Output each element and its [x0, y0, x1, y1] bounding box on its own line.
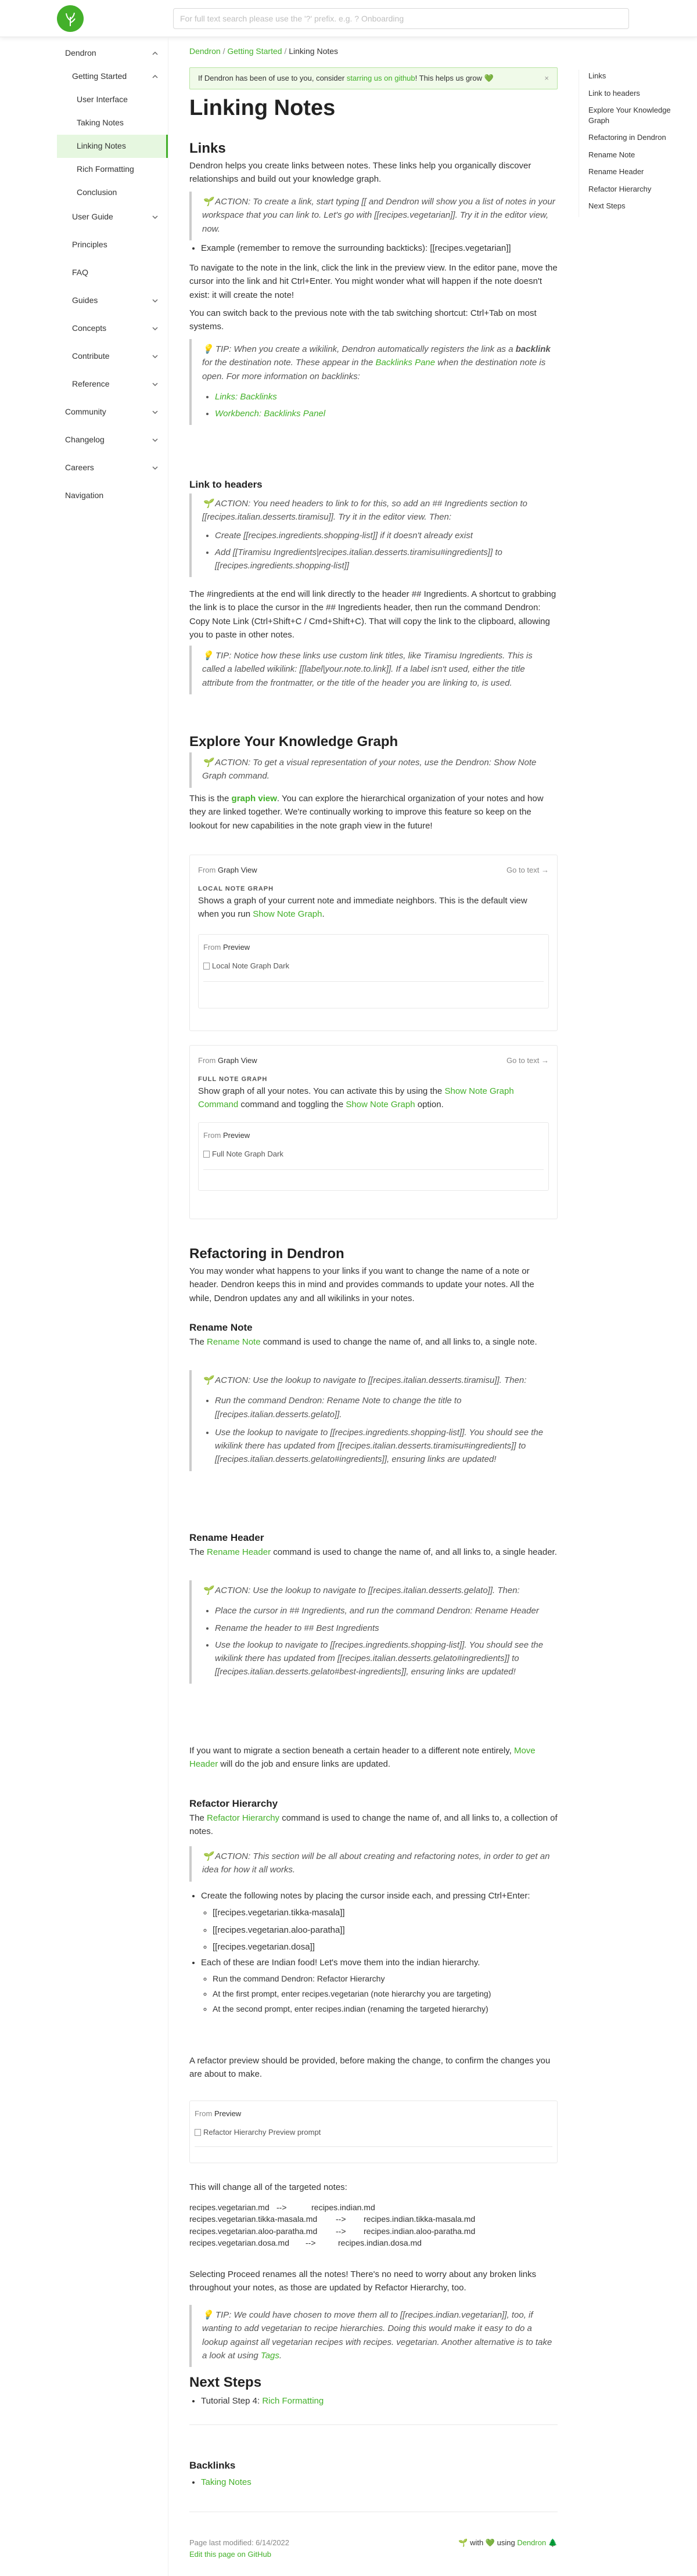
- chevron-down-icon[interactable]: [150, 352, 160, 361]
- refactor-table: [189, 2202, 558, 2249]
- preview-box: [198, 934, 549, 1008]
- text: The: [189, 1337, 207, 1347]
- sidebar: [57, 37, 168, 2576]
- last-modified: Page last modified: 6/14/2022: [189, 2538, 290, 2547]
- tip-callout: [189, 339, 558, 425]
- broken-image: [203, 960, 544, 972]
- show-note-graph-link[interactable]: Show Note Graph: [346, 1100, 415, 1110]
- go-to-text-link[interactable]: Go to text →: [506, 1056, 549, 1065]
- text: From: [203, 1130, 223, 1140]
- text: Show graph of all your notes. You can activate this by using the: [198, 1086, 445, 1097]
- paragraph: To navigate to the note in the link, click the link in the preview view. In the editor pane, move the cursor into the link and hit Ctrl+Enter. You might wonder what will happen if the note doesn't exist: it will create the note!: [189, 263, 558, 300]
- site-header: [0, 0, 697, 37]
- card-description: [198, 894, 549, 921]
- list-item: [201, 1956, 569, 2015]
- table-row: [189, 2202, 558, 2213]
- callout-text: 🌱 ACTION: This section will be all about creating and refactoring notes, in order to get an idea for how it all works.: [202, 1851, 550, 1875]
- text: command is used to change the name of, and all links to, a collection of notes.: [189, 1813, 558, 1837]
- sidebar-item-conclusion[interactable]: [57, 181, 168, 204]
- text: The: [189, 1547, 207, 1557]
- toc-item-rename-note[interactable]: Rename Note: [588, 150, 635, 159]
- list-item: ◦ Run the command Dendron: Refactor Hierarchy: [213, 1973, 569, 1986]
- sidebar-label: Principles: [72, 240, 107, 250]
- move-header-link[interactable]: Move Header: [189, 1746, 536, 1770]
- links-backlinks-link[interactable]: Links: Backlinks: [215, 391, 277, 402]
- breadcrumb-getting-started[interactable]: Getting Started: [227, 46, 282, 56]
- image-icon: [195, 2129, 201, 2136]
- cell: recipes.vegetarian.md: [189, 2203, 270, 2212]
- callout-text: 💡 TIP: Notice how these links use custom link titles, like Tiramisu Ingredients. This is called a labelled wikilink: [[label|your.note.to.link]]. If a label isn't used, either the title attribute from the frontmatter, or the title of the header you are linking to, is used.: [202, 651, 533, 688]
- list-item: • Example (remember to remove the surrounding backticks): [[recipes.vegetarian]]: [201, 242, 569, 255]
- callout-bold: backlink: [515, 344, 551, 354]
- sidebar-item-linking-notes[interactable]: [57, 135, 168, 158]
- card-caption: LOCAL NOTE GRAPH: [198, 885, 274, 893]
- chevron-down-icon[interactable]: [150, 296, 160, 305]
- toc-item-explore-graph[interactable]: Explore Your Knowledge Graph: [588, 106, 671, 125]
- paragraph: You may wonder what happens to your links if you want to change the name of a note or header. Dendron keeps this in mind and provides commands to update your notes. All the while, Dendron updates any and all wikilinks in your notes.: [189, 1266, 534, 1303]
- text: From: [195, 2109, 214, 2118]
- sidebar-item-guides[interactable]: [57, 289, 168, 312]
- preview-box: [198, 1122, 549, 1191]
- sidebar-item-contribute[interactable]: [57, 345, 168, 368]
- toc-item-links[interactable]: Links: [588, 71, 606, 80]
- edit-on-github-link[interactable]: Edit this page on GitHub: [189, 2550, 271, 2559]
- callout-text: for the destination note. These appear in the: [202, 358, 376, 368]
- sidebar-label: Getting Started: [72, 71, 127, 81]
- image-alt: Full Note Graph Dark: [212, 1149, 283, 1158]
- list-item: • Run the command Dendron: Rename Note to change the title to [[recipes.italian.desserts.gelato]].: [215, 1394, 558, 1421]
- text: If you want to migrate a section beneath a certain header to a different note entirely,: [189, 1746, 514, 1756]
- card-description: [198, 1085, 549, 1112]
- text: Create the following notes by placing the cursor inside each, and pressing Ctrl+Enter:: [201, 1891, 530, 1901]
- preview-label: Preview: [214, 2109, 242, 2118]
- list-item: • Rename the header to ## Best Ingredients: [215, 1622, 558, 1635]
- text: will do the job and ensure links are updated.: [218, 1759, 391, 1770]
- paragraph: Dendron helps you create links between notes. These links help you organically discover relationships and build out your knowledge graph.: [189, 161, 531, 185]
- toc-item-refactoring[interactable]: Refactoring in Dendron: [588, 133, 666, 142]
- table-of-contents: [579, 70, 683, 217]
- cell: recipes.indian.aloo-paratha.md: [364, 2226, 476, 2236]
- cell: recipes.indian.dosa.md: [338, 2238, 422, 2247]
- sidebar-item-faq[interactable]: [57, 261, 168, 284]
- text: Shows a graph of your current note and immediate neighbors. This is the default view when you run: [198, 896, 527, 920]
- text: . You can explore the hierarchical organization of your notes and how they are linked together. We're continually working to improve this feature so keep on the lookout for new capabilities in the note graph view in the future!: [189, 794, 544, 831]
- taking-notes-backlink[interactable]: Taking Notes: [201, 2477, 252, 2487]
- made-with: [458, 2537, 558, 2549]
- callout-text: 🌱 ACTION: To get a visual representation of your notes, use the Dendron: Show Note Graph command.: [202, 758, 537, 781]
- sidebar-item-reference[interactable]: [57, 373, 168, 396]
- heading-refactoring: Refactoring in Dendron: [189, 1246, 344, 1262]
- paragraph: This will change all of the targeted notes:: [189, 2182, 347, 2192]
- card-source: Graph View: [217, 1056, 257, 1065]
- list-item: ◦ At the first prompt, enter recipes.vegetarian (note hierarchy you are targeting): [213, 1988, 569, 2001]
- breadcrumb-dendron[interactable]: Dendron: [189, 46, 221, 56]
- paragraph: [189, 1335, 558, 1349]
- text: Each of these are Indian food! Let's move them into the indian hierarchy.: [201, 1958, 480, 1968]
- close-icon[interactable]: ×: [544, 74, 549, 82]
- list-item: [201, 2394, 569, 2408]
- action-callout: [189, 192, 558, 240]
- list: [201, 1889, 569, 2017]
- list-item: • Use the lookup to navigate to [[recipes.ingredients.shopping-list]]. You should see the wikilink there has updated from [[recipes.italian.desserts.gelato#ingredients]] to [[recipes.italian.desserts.gelato#best-ingredients]], ensuring links are updated!: [215, 1638, 558, 1679]
- rich-formatting-link[interactable]: Rich Formatting: [262, 2396, 324, 2406]
- chevron-up-icon[interactable]: [150, 72, 160, 81]
- heading-next-steps: Next Steps: [189, 2375, 262, 2390]
- action-callout: [189, 1846, 558, 1882]
- image-icon: [203, 963, 210, 970]
- paragraph: A refactor preview should be provided, before making the change, to confirm the changes you are about to make.: [189, 2056, 551, 2080]
- sidebar-label: Navigation: [65, 491, 104, 500]
- list-item: [201, 1889, 569, 1954]
- preview-label: Preview: [222, 942, 250, 952]
- divider: [195, 2146, 552, 2147]
- cell: recipes.indian.md: [311, 2203, 375, 2212]
- graph-view-link[interactable]: graph view: [231, 794, 277, 804]
- preview-label: Preview: [222, 1130, 250, 1140]
- toc-item-next-steps[interactable]: Next Steps: [588, 201, 626, 211]
- sidebar-label: Concepts: [72, 323, 107, 333]
- text: .: [322, 909, 325, 920]
- callout-text: .: [279, 2350, 282, 2361]
- broken-image: [195, 2127, 552, 2138]
- paragraph: [189, 792, 558, 833]
- show-note-graph-command-link[interactable]: Show Note Graph Command: [198, 1086, 514, 1110]
- cell: -->: [336, 2226, 346, 2236]
- cell: -->: [276, 2203, 287, 2212]
- text: This is the: [189, 794, 232, 804]
- callout-text: 💡 TIP: When you create a wikilink, Dendron automatically registers the link as a: [202, 344, 516, 354]
- sidebar-item-navigation[interactable]: [57, 484, 168, 507]
- chevron-down-icon[interactable]: [150, 463, 160, 473]
- backlinks-pane-link[interactable]: Backlinks Pane: [375, 358, 436, 368]
- action-callout: [189, 752, 558, 788]
- sidebar-item-getting-started[interactable]: [57, 65, 168, 88]
- github-star-banner: [189, 67, 558, 89]
- heading-links: Links: [189, 140, 226, 156]
- text: option.: [415, 1100, 444, 1110]
- sidebar-item-careers[interactable]: [57, 456, 168, 480]
- dendron-logo[interactable]: [57, 5, 84, 32]
- text: From: [198, 1056, 218, 1065]
- card-header: [198, 864, 549, 876]
- banner-text-end: ! This helps us grow 💚: [415, 74, 494, 82]
- text: command is used to change the name of, and all links to, a single header.: [271, 1547, 557, 1557]
- preview-header: [203, 1130, 544, 1141]
- callout-text: 🌱 ACTION: To create a link, start typing [[ and Dendron will show you a list of notes in your workspace that you can link to. Let's go with [[recipes.vegetarian]]. Try it in the editor view, now.: [202, 197, 555, 234]
- heading-rename-note: Rename Note: [189, 1322, 253, 1333]
- divider: [189, 2424, 558, 2425]
- refactor-preview-box: [189, 2101, 558, 2163]
- sidebar-label: Rich Formatting: [77, 164, 134, 174]
- sidebar-label: Guides: [72, 296, 98, 305]
- cell: recipes.indian.tikka-masala.md: [364, 2214, 476, 2224]
- dendron-link[interactable]: Dendron: [517, 2538, 547, 2547]
- text: 🌲: [546, 2538, 558, 2547]
- text: 🌱 with 💚 using: [458, 2538, 518, 2547]
- rename-note-link[interactable]: Rename Note: [207, 1337, 261, 1347]
- callout-text: 💡 TIP: We could have chosen to move them all to [[recipes.indian.vegetarian]], too, if wanting to add vegetarian to recipe hierarchies. Doing this would make it easy to do a lookup against all vegetarian recipes with recipes. vegetarian. Another alternative is to take a look at using: [202, 2310, 552, 2361]
- list-item: ◦ At the second prompt, enter recipes.indian (renaming the targeted hierarchy): [213, 2003, 569, 2016]
- list-item: [215, 407, 558, 420]
- tags-link[interactable]: Tags: [260, 2350, 279, 2361]
- text: From: [198, 866, 218, 874]
- list-item: [215, 390, 558, 403]
- sidebar-label: User Guide: [72, 212, 113, 222]
- text: From: [203, 942, 223, 952]
- callout-text: when the destination note is open. For more information on backlinks:: [202, 358, 546, 381]
- sidebar-item-rich-formatting[interactable]: [57, 158, 168, 181]
- github-star-link[interactable]: starring us on github: [346, 74, 415, 82]
- chevron-down-icon[interactable]: [150, 380, 160, 389]
- cell: recipes.vegetarian.aloo-paratha.md: [189, 2226, 318, 2236]
- page-footer: [189, 2537, 558, 2560]
- sidebar-label: Contribute: [72, 351, 110, 361]
- sidebar-item-principles[interactable]: [57, 233, 168, 257]
- paragraph: Selecting Proceed renames all the notes! There's no need to worry about any broken links throughout your notes, as those are updated by Refactor Hierarchy, too.: [189, 2269, 537, 2293]
- text: command and toggling the: [238, 1100, 346, 1110]
- preview-header: [203, 942, 544, 953]
- list: [201, 2394, 569, 2410]
- go-to-text-link[interactable]: Go to text →: [506, 866, 549, 874]
- table-row: [189, 2213, 558, 2225]
- rename-header-link[interactable]: Rename Header: [207, 1547, 271, 1557]
- sidebar-label: User Interface: [77, 95, 128, 105]
- paragraph: You can switch back to the previous note with the tab switching shortcut: Ctrl+Tab on most systems.: [189, 308, 537, 332]
- sidebar-label: Taking Notes: [77, 118, 124, 128]
- card-source: Graph View: [217, 866, 257, 874]
- sidebar-label: Dendron: [65, 48, 96, 58]
- cell: -->: [336, 2214, 346, 2224]
- divider: [203, 1169, 544, 1170]
- toc-item-rename-header[interactable]: Rename Header: [588, 167, 644, 176]
- divider: [203, 981, 544, 982]
- list-item: • Use the lookup to navigate to [[recipes.ingredients.shopping-list]]. You should see the wikilink there has updated from [[recipes.italian.desserts.tiramisu#ingredients]] to [[recipes.italian.desserts.gelato#ingredients]], ensuring links are updated!: [215, 1426, 558, 1467]
- sidebar-label: FAQ: [72, 268, 89, 278]
- dendron-tree-icon: [63, 10, 78, 27]
- chevron-down-icon[interactable]: [150, 435, 160, 445]
- banner-text: If Dendron has been of use to you, consider: [198, 74, 347, 82]
- list-item: ◦ [[recipes.vegetarian.aloo-paratha]]: [213, 1923, 569, 1937]
- text: The: [189, 1813, 207, 1823]
- chevron-down-icon[interactable]: [150, 324, 160, 333]
- sidebar-item-taking-notes[interactable]: [57, 111, 168, 135]
- workbench-backlinks-link[interactable]: Workbench: Backlinks Panel: [215, 409, 326, 419]
- action-callout: [189, 1580, 558, 1684]
- sidebar-item-changelog[interactable]: [57, 428, 168, 452]
- paragraph: The #ingredients at the end will link directly to the header ## Ingredients. A shortcut to grabbing the link is to place the cursor in the ## Ingredients header, then run the command Dendron: Copy Note Link (Ctrl+Shift+C / Cmd+Shift+C). That will copy the link to the clipboard, allowing you to paste in other notes.: [189, 589, 556, 640]
- image-alt: Refactor Hierarchy Preview prompt: [203, 2128, 321, 2137]
- breadcrumb-separator: /: [222, 46, 225, 56]
- local-graph-card: [189, 855, 558, 1031]
- list-item: ◦ [[recipes.vegetarian.dosa]]: [213, 1940, 569, 1954]
- list-item: • Place the cursor in ## Ingredients, and run the command Dendron: Rename Header: [215, 1604, 558, 1617]
- heading-link-to-headers: Link to headers: [189, 479, 263, 490]
- action-callout: [189, 1370, 558, 1471]
- preview-header: [195, 2108, 552, 2120]
- card-header: [198, 1055, 549, 1067]
- toc-item-link-to-headers[interactable]: Link to headers: [588, 88, 640, 98]
- text: command is used to change the name of, and all links to, a single note.: [260, 1337, 537, 1347]
- chevron-down-icon[interactable]: [150, 408, 160, 417]
- broken-image: [203, 1148, 544, 1160]
- list-item: • Create [[recipes.ingredients.shopping-list]] if it doesn't already exist: [215, 529, 558, 542]
- heading-rename-header: Rename Header: [189, 1532, 264, 1543]
- list: [201, 242, 569, 257]
- list-item: ◦ [[recipes.vegetarian.tikka-masala]]: [213, 1906, 569, 1919]
- cell: recipes.vegetarian.dosa.md: [189, 2238, 289, 2247]
- sidebar-label: Linking Notes: [77, 141, 126, 151]
- breadcrumb-current: Linking Notes: [289, 46, 339, 56]
- heading-explore-graph: Explore Your Knowledge Graph: [189, 734, 398, 750]
- breadcrumb-separator: /: [284, 46, 287, 56]
- breadcrumb: [189, 45, 338, 58]
- heading-backlinks: Backlinks: [189, 2460, 236, 2471]
- card-caption: FULL NOTE GRAPH: [198, 1076, 268, 1083]
- sidebar-item-dendron[interactable]: [57, 42, 168, 65]
- list: [201, 2476, 569, 2491]
- list-item: • Add [[Tiramisu Ingredients|recipes.italian.desserts.tiramisu#ingredients]] to [[recipes.ingredients.shopping-list]]: [215, 546, 558, 573]
- sidebar-label: Reference: [72, 379, 110, 389]
- sidebar-item-concepts[interactable]: [57, 317, 168, 340]
- table-row: [189, 2237, 558, 2249]
- callout-text: 🌱 ACTION: You need headers to link to for this, so add an ## Ingredients section to [[recipes.italian.desserts.tiramisu]]. Try it in the editor view. Then:: [202, 499, 527, 523]
- sidebar-label: Community: [65, 407, 106, 417]
- list-item: [201, 2476, 569, 2489]
- callout-text: 🌱 ACTION: Use the lookup to navigate to [[recipes.italian.desserts.tiramisu]]. Then:: [202, 1375, 527, 1385]
- sidebar-item-user-interface[interactable]: [57, 88, 168, 111]
- refactor-hierarchy-link[interactable]: Refactor Hierarchy: [207, 1813, 280, 1823]
- search-input[interactable]: For full text search please use the '?' prefix. e.g. ? Onboarding: [173, 8, 629, 29]
- tip-callout: [189, 646, 558, 694]
- image-icon: [203, 1151, 210, 1158]
- show-note-graph-link[interactable]: Show Note Graph: [253, 909, 322, 920]
- chevron-up-icon[interactable]: [150, 49, 160, 58]
- text: Tutorial Step 4:: [201, 2396, 263, 2406]
- callout-text: 🌱 ACTION: Use the lookup to navigate to [[recipes.italian.desserts.gelato]]. Then:: [202, 1586, 520, 1595]
- chevron-down-icon[interactable]: [150, 212, 160, 222]
- sidebar-label: Conclusion: [77, 188, 117, 197]
- tip-callout: [189, 2305, 558, 2367]
- toc-item-refactor-hierarchy[interactable]: Refactor Hierarchy: [588, 184, 652, 193]
- sidebar-label: Careers: [65, 463, 94, 473]
- paragraph: [189, 1545, 558, 1559]
- cell: recipes.vegetarian.tikka-masala.md: [189, 2214, 318, 2224]
- full-graph-card: [189, 1045, 558, 1219]
- cell: -->: [306, 2238, 316, 2247]
- sidebar-item-user-guide[interactable]: [57, 206, 168, 229]
- paragraph: [189, 1811, 558, 1839]
- image-alt: Local Note Graph Dark: [212, 961, 289, 970]
- heading-refactor-hierarchy: Refactor Hierarchy: [189, 1798, 278, 1809]
- sidebar-item-community[interactable]: [57, 401, 168, 424]
- table-row: [189, 2225, 558, 2237]
- page-title: Linking Notes: [189, 96, 336, 120]
- action-callout: [189, 493, 558, 577]
- paragraph: [189, 1744, 558, 1771]
- sidebar-label: Changelog: [65, 435, 105, 445]
